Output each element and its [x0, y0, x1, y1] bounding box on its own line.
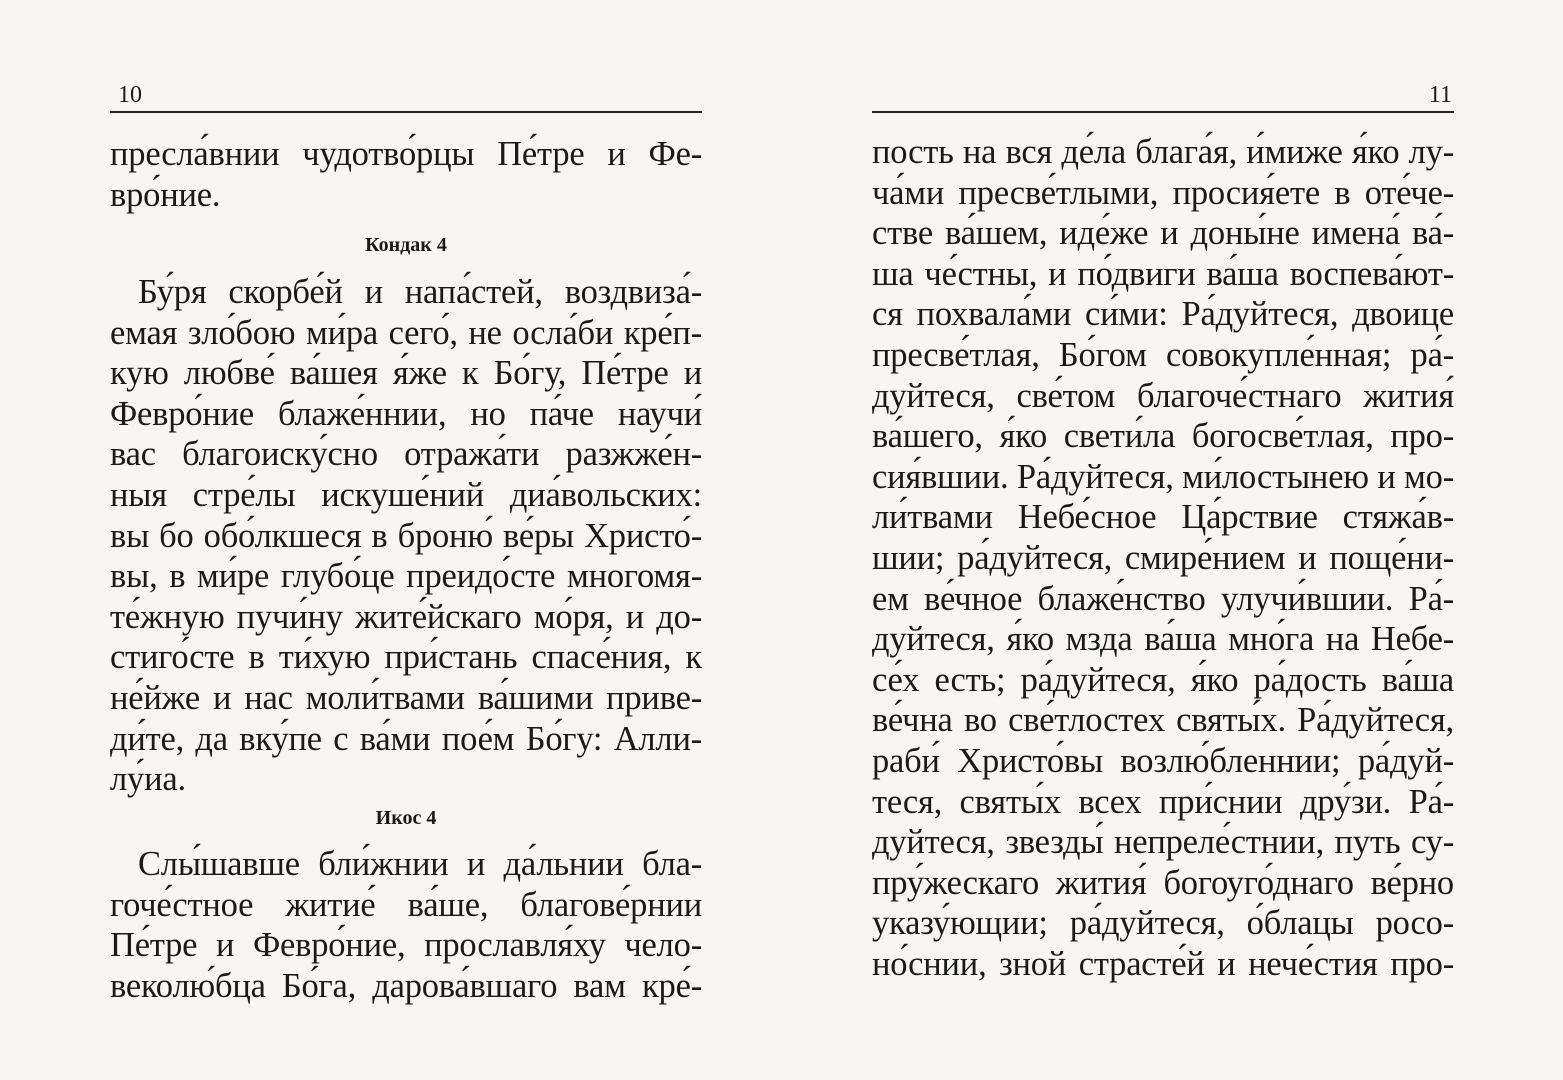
text-line: шии; ра́дуйтеся, смире́нием и поще́ни- — [872, 538, 1454, 577]
text-line: веколю́бца Бо́га, дарова́вшаго вам кре́- — [110, 966, 702, 1005]
text-line: стиго́сте в ти́хую при́стань спасе́ния, к — [110, 638, 702, 677]
text-line: пресла́внии чудотво́рцы Пе́тре и Фе- — [110, 135, 702, 173]
text-line: Бу́ря скорбе́й и напа́стей, воздвиза́- — [138, 273, 702, 311]
text-line: пость на вся де́ла блага́я, и́миже я́ко лу- — [872, 133, 1454, 171]
text-line: вы бо обо́лкшеся в броню́ ве́ры Христо́- — [110, 516, 702, 555]
text-line: ди́те, да вку́пе с ва́ми пое́м Бо́гу: Алли- — [110, 719, 702, 758]
text-line: вро́ние. — [110, 175, 221, 214]
text-line: гоче́стное житие́ ва́ше, благове́рнии — [110, 885, 702, 924]
text-line: ча́ми пресве́тлыми, просия́ете в оте́че- — [872, 173, 1454, 212]
header-rule — [872, 111, 1454, 113]
page-number: 10 — [118, 82, 142, 108]
text-line: вы, в ми́ре глубо́це преидо́сте многомя- — [110, 557, 702, 596]
text-line: дуйтеся, я́ко мзда ва́ша мно́га на Небе- — [872, 620, 1454, 659]
text-line: не́йже и нас моли́твами ва́шими приве- — [110, 678, 702, 717]
right-page — [872, 0, 1454, 1080]
text-line: Слы́шавше бли́жнии и да́льнии бла- — [138, 845, 702, 883]
text-line: пресве́тлая, Бо́гом совокупле́нная; ра́- — [872, 335, 1454, 374]
text-line: вас благоиску́сно отража́ти разжже́н- — [110, 435, 702, 474]
text-line: емая зло́бою ми́ра сего́, не осла́би кре́п- — [110, 313, 702, 352]
text-block-kondak — [110, 272, 702, 800]
text-line: ныя стре́лы искуше́ний диа́вольских: — [110, 475, 702, 514]
text-line: кую любве́ ва́шея я́же к Бо́гу, Пе́тре и — [110, 354, 702, 393]
text-line: дуйтеся, све́том благоче́стнаго жития́ — [872, 376, 1454, 415]
text-line: ем ве́чное блаже́нство улучи́вшии. Ра́- — [872, 579, 1454, 618]
text-line: се́х есть; ра́дуйтеся, я́ко ра́дость ва́ша — [872, 660, 1454, 699]
page-number: 11 — [1428, 82, 1452, 108]
text-line: ша че́стны, и по́двиги ва́ша воспева́ют- — [872, 254, 1454, 293]
text-line: сия́вшии. Ра́дуйтеся, ми́лостынею и мо- — [872, 457, 1454, 496]
text-line: ва́шего, я́ко свети́ла богосве́тлая, про- — [872, 417, 1454, 456]
text-block-ikos — [110, 844, 702, 1006]
text-line: раби́ Христо́вы возлю́бленнии; ра́дуй- — [872, 741, 1454, 780]
text-line: указу́ющии; ра́дуйтеся, о́блацы росо- — [872, 904, 1454, 943]
text-line: но́снии, зной страсте́й и нече́стия про- — [872, 944, 1454, 983]
section-heading-kondak: Кондак 4 — [365, 234, 447, 256]
text-line: ве́чна во све́тлостех святы́х. Ра́дуйтеся, — [872, 701, 1454, 740]
text-line: пру́жескаго жития́ богоуго́днаго ве́рно — [872, 863, 1454, 902]
left-page — [110, 0, 702, 1080]
header-rule — [110, 111, 702, 113]
text-line: дуйтеся, звезды́ непреле́стнии, путь су- — [872, 823, 1454, 862]
text-line: ся похвала́ми си́ми: Ра́дуйтеся, двоице — [872, 295, 1454, 334]
text-block-1 — [110, 134, 702, 215]
text-line: ли́твами Небе́сное Ца́рствие стяжа́в- — [872, 498, 1454, 537]
text-line: те́жную пучи́ну жите́йскаго мо́ря, и до- — [110, 597, 702, 636]
section-heading-ikos: Икос 4 — [375, 807, 437, 829]
text-block-right — [872, 132, 1454, 984]
text-line: лу́иа. — [110, 760, 186, 799]
text-line: теся, святы́х всех при́снии дру́зи. Ра́- — [872, 782, 1454, 821]
text-line: Пе́тре и Февро́ние, прославля́ху чело- — [110, 926, 702, 965]
text-line: Февро́ние блаже́ннии, но па́че научи́ — [110, 394, 702, 433]
text-line: стве ва́шем, иде́же и доны́не имена́ ва́- — [872, 214, 1454, 253]
